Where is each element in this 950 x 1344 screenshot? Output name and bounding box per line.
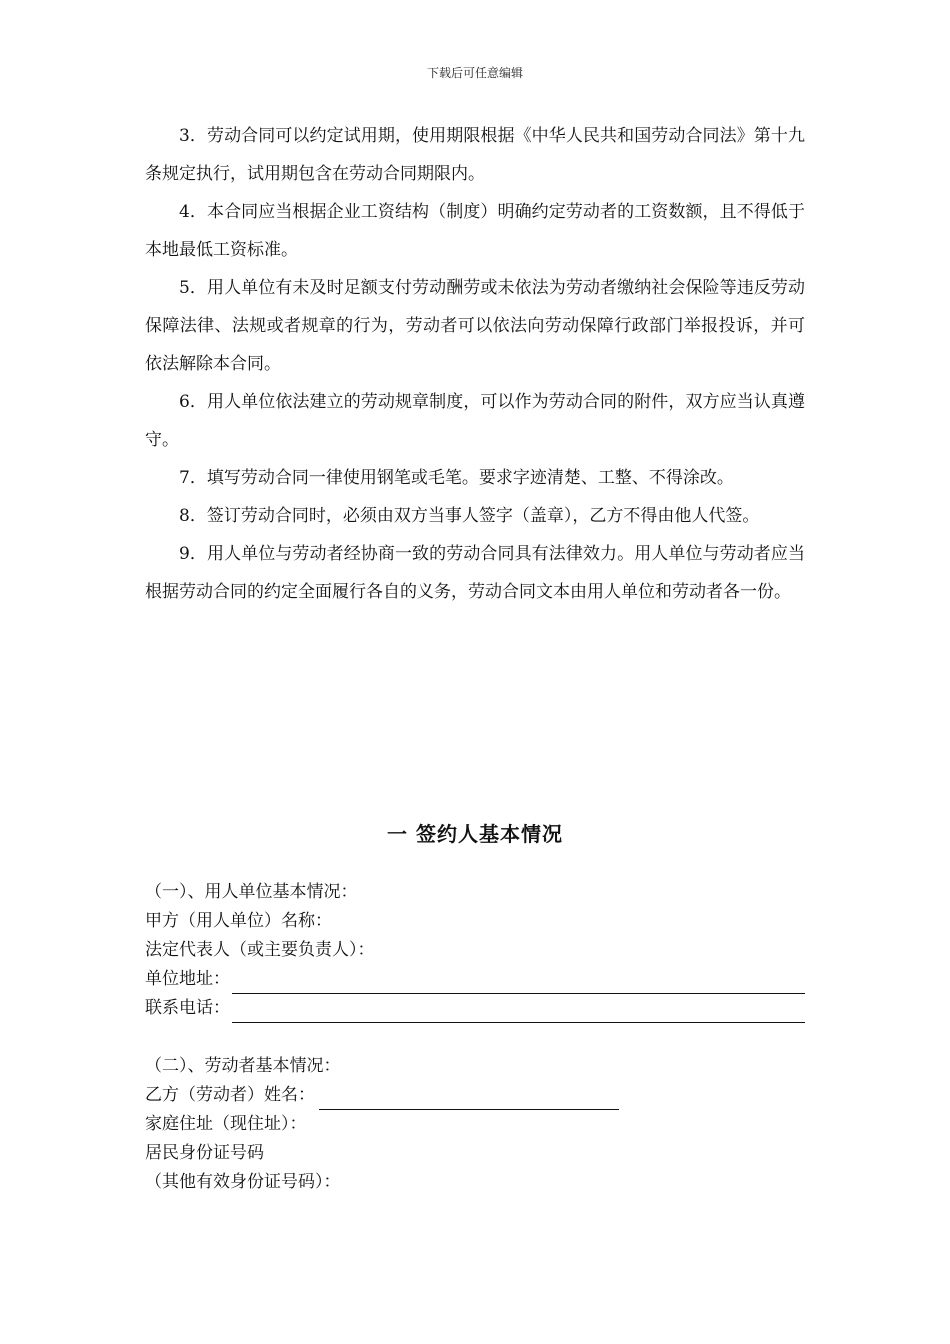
note-8: 8．签订劳动合同时，必须由双方当事人签字（盖章），乙方不得由他人代签。 [179, 506, 760, 526]
note-4: 4．本合同应当根据企业工资结构（制度）明确约定劳动者的工资数额，且不得低于本地最低工资标准。 [145, 202, 805, 260]
employer-heading: （一）、用人单位基本情况： [145, 882, 358, 902]
worker-home-row [145, 1110, 805, 1139]
worker-home-label: 家庭住址（现住址）： [145, 1114, 307, 1134]
note-9: 9．用人单位与劳动者经协商一致的劳动合同具有法律效力。用人单位与劳动者应当根据劳动合同的约定全面履行各自的义务，劳动合同文本由用人单位和劳动者各一份。 [145, 544, 805, 602]
employer-address-label: 单位地址： [145, 969, 230, 989]
worker-id-label: 居民身份证号码 [145, 1143, 264, 1163]
employer-phone-label: 联系电话： [145, 998, 230, 1018]
note-7: 7．填写劳动合同一律使用钢笔或毛笔。要求字迹清楚、工整、不得涂改。 [179, 468, 734, 488]
worker-name-field[interactable] [319, 1087, 619, 1110]
employer-name-row [145, 907, 805, 936]
note-5: 5．用人单位有未及时足额支付劳动酬劳或未依法为劳动者缴纳社会保险等违反劳动保障法律、法规或者规章的行为，劳动者可以依法向劳动保障行政部门举报投诉，并可依法解除本合同。 [145, 278, 805, 374]
worker-other-id-row [145, 1168, 805, 1197]
employer-rep-label: 法定代表人（或主要负责人）： [145, 940, 375, 960]
employer-phone-row [145, 994, 805, 1023]
worker-other-id-label: （其他有效身份证号码）： [145, 1172, 341, 1192]
employer-heading-row [145, 878, 805, 907]
employer-phone-field[interactable] [232, 1000, 805, 1023]
note-6: 6．用人单位依法建立的劳动规章制度，可以作为劳动合同的附件，双方应当认真遵守。 [145, 392, 805, 450]
worker-heading: （二）、劳动者基本情况： [145, 1056, 341, 1076]
page-header: 下载后可任意编辑 [426, 66, 523, 80]
employer-address-row [145, 965, 805, 994]
worker-heading-row [145, 1052, 805, 1081]
section-title: 一 签约人基本情况 [387, 822, 563, 846]
worker-name-label: 乙方（劳动者）姓名： [145, 1085, 315, 1105]
employer-address-field[interactable] [232, 971, 805, 994]
employer-rep-row [145, 936, 805, 965]
worker-id-row [145, 1139, 805, 1168]
worker-info [145, 1052, 805, 1197]
worker-name-row [145, 1081, 805, 1110]
notes-section [145, 117, 805, 611]
employer-name-label: 甲方（用人单位）名称： [145, 911, 332, 931]
employer-info [145, 878, 805, 1023]
note-3: 3．劳动合同可以约定试用期，使用期限根据《中华人民共和国劳动合同法》第十九条规定执行，试用期包含在劳动合同期限内。 [145, 126, 805, 184]
